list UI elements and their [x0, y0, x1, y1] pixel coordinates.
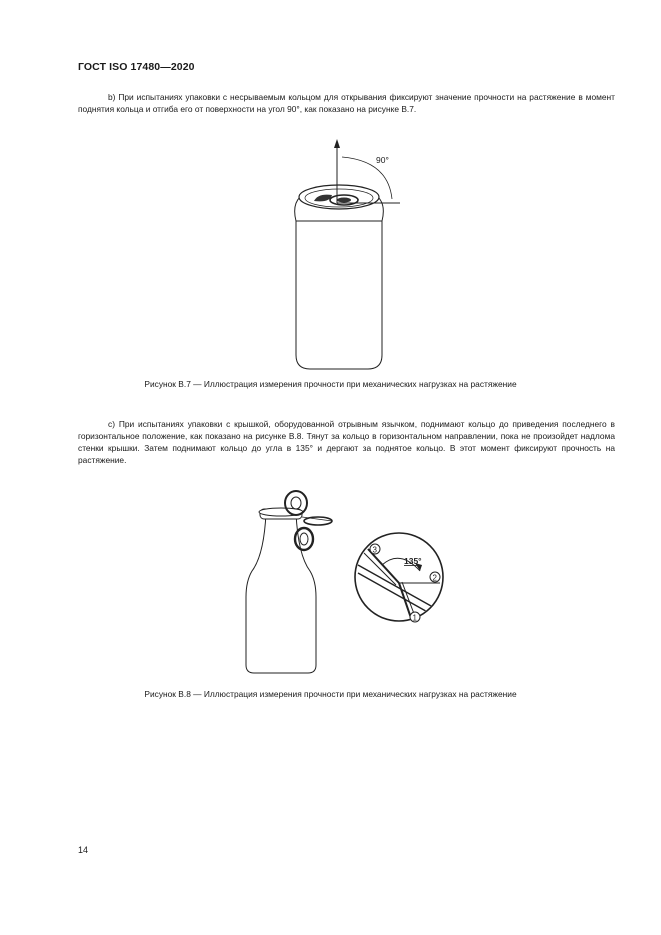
document-header: ГОСТ ISO 17480—2020 [78, 61, 195, 73]
figure-b8-bottle-illustration [240, 485, 450, 680]
angle-label-135: 135° [404, 556, 422, 566]
figure-b7-caption: Рисунок В.7 — Иллюстрация измерения прочности при механических нагрузках на растяжение [144, 379, 517, 389]
bottle-body [246, 513, 316, 673]
figure-b8-caption: Рисунок В.8 — Иллюстрация измерения прочности при механических нагрузках на растяжение [144, 689, 517, 699]
page-number: 14 [78, 845, 89, 855]
svg-text:1: 1 [412, 613, 417, 623]
svg-text:2: 2 [432, 573, 437, 583]
paragraph-b: b) При испытаниях упаковки с несрываемым кольцом для открывания фиксируют значение прочности на растяжение в момент поднятия кольца и отгиба его от поверхности на угол 90°, как показано на рисунке В.7. [78, 92, 615, 114]
arrow-up-icon [334, 139, 340, 148]
can-body [296, 221, 382, 369]
figure-b7-can-illustration [280, 133, 420, 373]
svg-text:3: 3 [372, 545, 377, 555]
paragraph-c: с) При испытаниях упаковки с крышкой, оборудованной отрывным язычком, поднимают кольцо до приведения последнего в горизонтальное положение, как показано на рисунке В.8. Тянут за кольцо в горизонтальном направлении, пока не произойдет надлома стенки крышки. Затем поднимают кольцо до угла в 135° и дергают за поднятое кольцо. В этот момент фиксируют прочность на растяжение. [78, 419, 615, 465]
angle-label-90: 90° [376, 155, 389, 165]
